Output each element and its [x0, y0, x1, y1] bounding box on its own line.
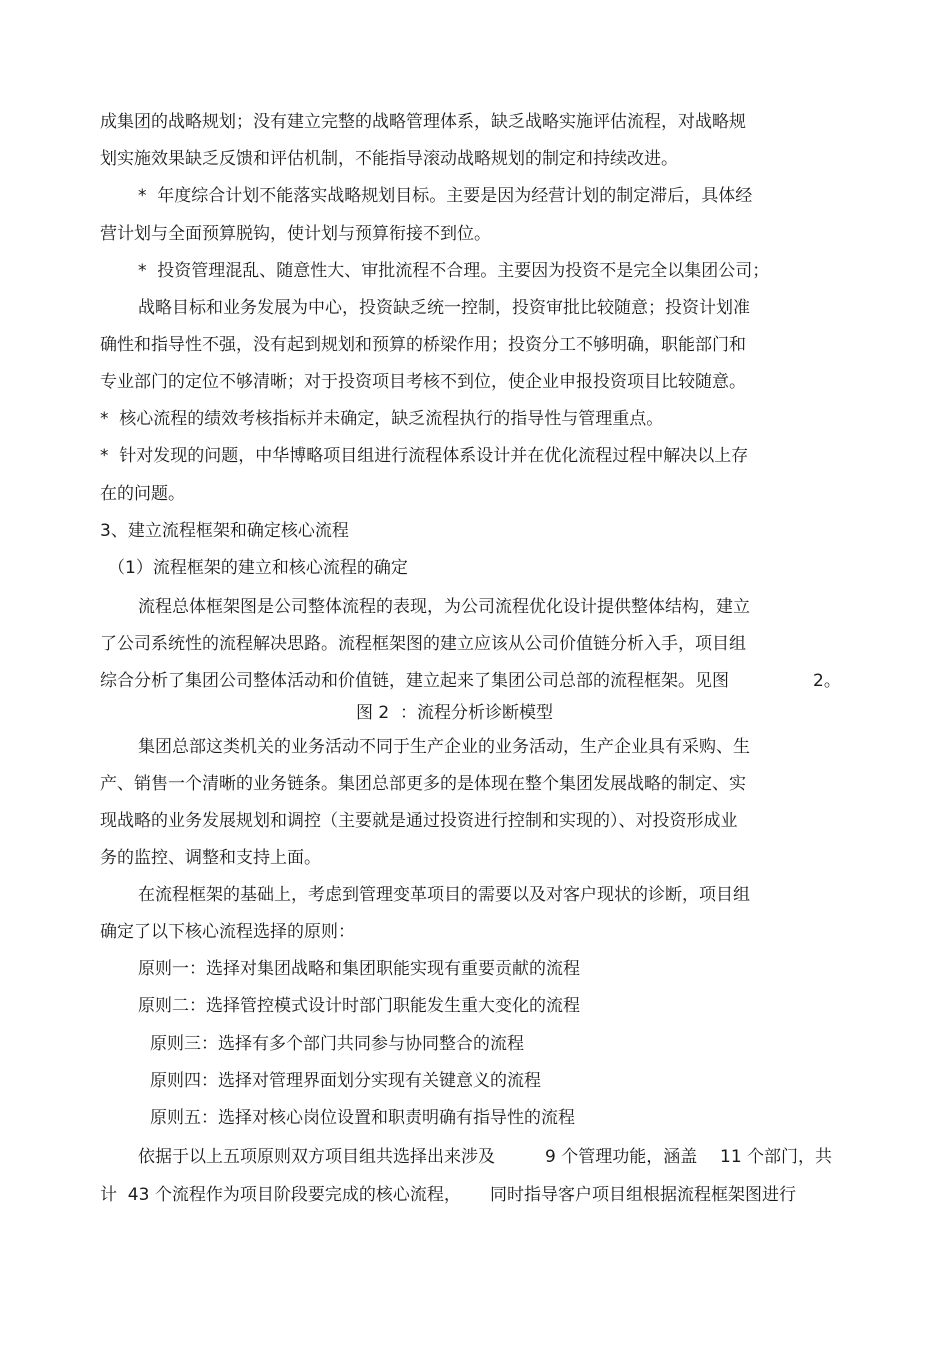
text-line: 营计划与全面预算脱钩，使计划与预算衔接不到位。 [100, 224, 491, 244]
principle-item: 原则三：选择有多个部门共同参与协同整合的流程 [150, 1034, 524, 1054]
text-line: 计 43 个流程作为项目阶段要完成的核心流程， [100, 1185, 461, 1205]
text-line: 产、销售一个清晰的业务链条。集团总部更多的是体现在整个集团发展战略的制定、实 [100, 774, 746, 794]
section-heading: 3、建立流程框架和确定核心流程 [100, 521, 349, 541]
text-line: 确性和指导性不强，没有起到规划和预算的桥梁作用；投资分工不够明确，职能部门和 [100, 335, 746, 355]
text-line: 集团总部这类机关的业务活动不同于生产企业的业务活动，生产企业具有采购、生 [138, 737, 750, 757]
text-line: 了公司系统性的流程解决思路。流程框架图的建立应该从公司价值链分析入手，项目组 [100, 634, 746, 654]
text-line: 9 个管理功能，涵盖 [545, 1147, 698, 1167]
text-line: 专业部门的定位不够清晰；对于投资项目考核不到位，使企业申报投资项目比较随意。 [100, 372, 746, 392]
principle-item: 原则五：选择对核心岗位设置和职责明确有指导性的流程 [150, 1108, 575, 1128]
text-line: 现战略的业务发展规划和调控（主要就是通过投资进行控制和实现的）、对投资形成业 [100, 811, 738, 831]
text-line: 划实施效果缺乏反馈和评估机制，不能指导滚动战略规划的制定和持续改进。 [100, 149, 678, 169]
text-line: * 针对发现的问题，中华博略项目组进行流程体系设计并在优化流程过程中解决以上存 [100, 446, 749, 466]
subsection-heading: （1）流程框架的建立和核心流程的确定 [108, 558, 408, 578]
text-line: * 投资管理混乱、随意性大、审批流程不合理。主要因为投资不是完全以集团公司； [138, 261, 770, 281]
text-line: 11 个部门，共 [720, 1147, 833, 1167]
text-line: 综合分析了集团公司整体活动和价值链，建立起来了集团公司总部的流程框架。见图 [100, 671, 729, 691]
principle-item: 原则四：选择对管理界面划分实现有关键意义的流程 [150, 1071, 541, 1091]
text-line: 战略目标和业务发展为中心，投资缺乏统一控制，投资审批比较随意；投资计划准 [138, 298, 750, 318]
text-line: 在流程框架的基础上，考虑到管理变革项目的需要以及对客户现状的诊断，项目组 [138, 885, 750, 905]
text-line: 2。 [813, 671, 841, 691]
text-line: * 核心流程的绩效考核指标并未确定，缺乏流程执行的指导性与管理重点。 [100, 409, 664, 429]
text-line: 确定了以下核心流程选择的原则： [100, 922, 355, 942]
text-line: 流程总体框架图是公司整体流程的表现，为公司流程优化设计提供整体结构，建立 [138, 597, 750, 617]
text-line: 成集团的战略规划；没有建立完整的战略管理体系，缺乏战略实施评估流程，对战略规 [100, 112, 746, 132]
text-line: 依据于以上五项原则双方项目组共选择出来涉及 [138, 1147, 495, 1167]
text-line: 同时指导客户项目组根据流程框架图进行 [490, 1185, 796, 1205]
text-line: * 年度综合计划不能落实战略规划目标。主要是因为经营计划的制定滞后，具体经 [138, 186, 753, 206]
figure-caption: 图 2 ：流程分析诊断模型 [356, 703, 554, 723]
text-line: 务的监控、调整和支持上面。 [100, 848, 321, 868]
principle-item: 原则一：选择对集团战略和集团职能实现有重要贡献的流程 [138, 959, 580, 979]
text-line: 在的问题。 [100, 484, 185, 504]
principle-item: 原则二：选择管控模式设计时部门职能发生重大变化的流程 [138, 996, 580, 1016]
